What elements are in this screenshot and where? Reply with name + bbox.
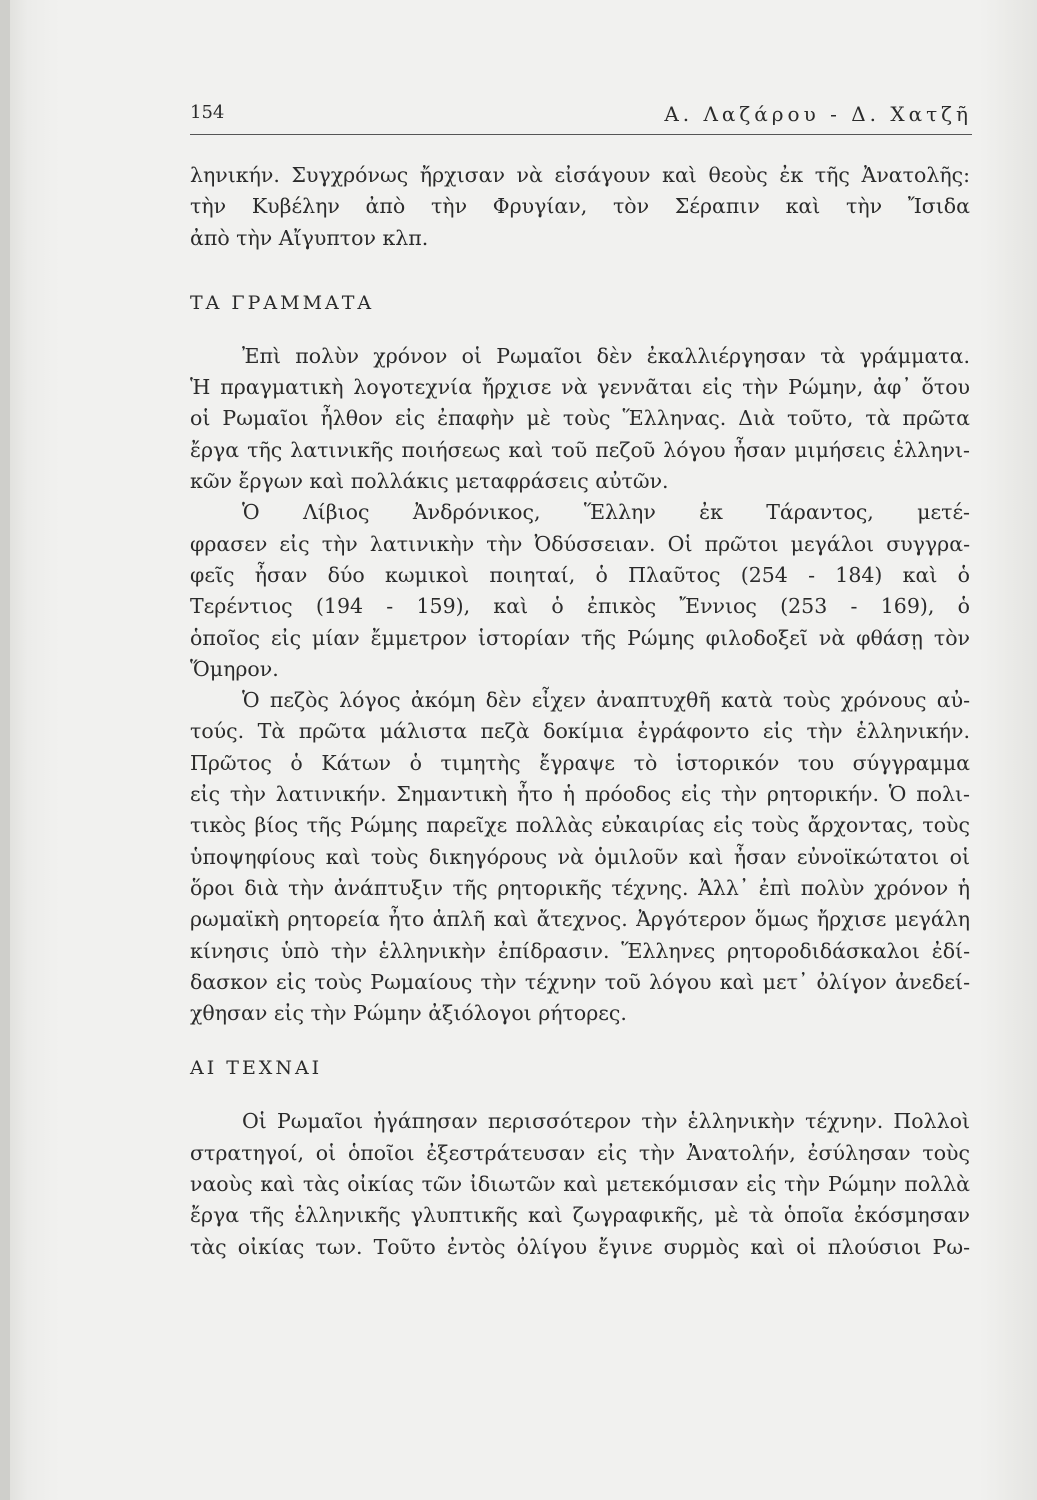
text-line: ἀπὸ τὴν Αἴγυπτον κλπ. bbox=[190, 225, 429, 250]
text-line: ἔργα τῆς λατινικῆς ποιήσεως καὶ τοῦ πεζοῦ λόγου ἦσαν μιμήσεις ἑλληνι- bbox=[190, 437, 970, 462]
text-line: στρατηγοί, οἱ ὁποῖοι ἐξεστράτευσαν εἰς τὴν Ἀνατολήν, ἐσύλησαν τοὺς bbox=[190, 1140, 970, 1165]
text-line: ὑποψηφίους καὶ τοὺς δικηγόρους νὰ ὁμιλοῦν καὶ ἦσαν εὐνοϊκώτατοι οἱ bbox=[190, 844, 970, 869]
page-number: 154 bbox=[190, 102, 225, 123]
text-line: ὅροι διὰ τὴν ἀνάπτυξιν τῆς ρητορικῆς τέχνης. Ἀλλ᾽ ἐπὶ πολὺν χρόνον ἡ bbox=[190, 875, 970, 900]
text-line: Πρῶτος ὁ Κάτων ὁ τιμητὴς ἔγραψε τὸ ἱστορικόν του σύγγραμμα bbox=[190, 750, 970, 775]
text-line: δασκον εἰς τοὺς Ρωμαίους τὴν τέχνην τοῦ λόγου καὶ μετ᾽ ὀλίγον ἀνεδεί- bbox=[190, 969, 970, 994]
section-heading-grammata: ΤΑ ΓΡΑΜΜΑΤΑ bbox=[190, 291, 375, 314]
text-line: Ὁ πεζὸς λόγος ἀκόμη δὲν εἶχεν ἀναπτυχθῆ κατὰ τοὺς χρόνους αὐ- bbox=[242, 688, 970, 713]
body-text bbox=[190, 160, 970, 1263]
text-line: Ἐπὶ πολὺν χρόνον οἱ Ρωμαῖοι δὲν ἐκαλλιέργησαν τὰ γράμματα. bbox=[242, 343, 970, 368]
text-line: οἱ Ρωμαῖοι ἦλθον εἰς ἐπαφὴν μὲ τοὺς Ἕλληνας. Διὰ τοῦτο, τὰ πρῶτα bbox=[190, 406, 970, 431]
text-line: ρωμαϊκὴ ρητορεία ἦτο ἁπλῆ καὶ ἄτεχνος. Ἀργότερον ὅμως ἤρχισε μεγάλη bbox=[190, 907, 970, 932]
text-line: τὴν Κυβέλην ἀπὸ τὴν Φρυγίαν, τὸν Σέραπιν καὶ τὴν Ἴσιδα bbox=[190, 194, 970, 219]
text-line: φεῖς ἦσαν δύο κωμικοὶ ποιηταί, ὁ Πλαῦτος (254 - 184) καὶ ὁ bbox=[190, 562, 970, 587]
text-line: Ὁ Λίβιος Ἀνδρόνικος, Ἕλλην ἐκ Τάραντος, μετέ- bbox=[242, 500, 970, 525]
text-line: κίνησις ὑπὸ τὴν ἑλληνικὴν ἐπίδρασιν. Ἕλληνες ρητοροδιδάσκαλοι ἐδί- bbox=[190, 938, 970, 963]
text-line: εἰς τὴν λατινικήν. Σημαντικὴ ἦτο ἡ πρόοδος εἰς τὴν ρητορικήν. Ὁ πολι- bbox=[190, 782, 970, 807]
text-line: τικὸς βίος τῆς Ρώμης παρεῖχε πολλὰς εὐκαιρίας εἰς τοὺς ἄρχοντας, τοὺς bbox=[190, 813, 970, 838]
running-head: Α. Λαζάρου - Δ. Χατζῆ bbox=[664, 102, 972, 126]
text-line: ναοὺς καὶ τὰς οἰκίας τῶν ἰδιωτῶν καὶ μετεκόμισαν εἰς τὴν Ρώμην πολλὰ bbox=[190, 1172, 970, 1197]
page-header bbox=[190, 100, 972, 135]
text-line: Τερέντιος (194 - 159), καὶ ὁ ἐπικὸς Ἔννιος (253 - 169), ὁ bbox=[190, 594, 970, 619]
text-line: ὁποῖος εἰς μίαν ἔμμετρον ἱστορίαν τῆς Ρώμης φιλοδοξεῖ νὰ φθάσῃ τὸν bbox=[190, 625, 970, 650]
text-line: Ὅμηρον. bbox=[190, 656, 279, 681]
text-line: Οἱ Ρωμαῖοι ἠγάπησαν περισσότερον τὴν ἑλληνικὴν τέχνην. Πολλοὶ bbox=[242, 1109, 970, 1134]
section-heading-technai: ΑΙ ΤΕΧΝΑΙ bbox=[190, 1057, 323, 1080]
text-line: Ἡ πραγματικὴ λογοτεχνία ἤρχισε νὰ γεννᾶται εἰς τὴν Ρώμην, ἀφ᾽ ὅτου bbox=[190, 375, 970, 400]
text-line: ληνικήν. Συγχρόνως ἤρχισαν νὰ εἰσάγουν καὶ θεοὺς ἐκ τῆς Ἀνατολῆς: bbox=[190, 163, 970, 187]
text-line: φρασεν εἰς τὴν λατινικὴν τὴν Ὀδύσσειαν. Οἱ πρῶτοι μεγάλοι συγγρα- bbox=[190, 531, 970, 556]
text-line: τὰς οἰκίας των. Τοῦτο ἐντὸς ὀλίγου ἔγινε συρμὸς καὶ οἱ πλούσιοι Ρω- bbox=[190, 1234, 970, 1259]
text-line: τούς. Τὰ πρῶτα μάλιστα πεζὰ δοκίμια ἐγράφοντο εἰς τὴν ἑλληνικήν. bbox=[190, 719, 970, 744]
text-line: κῶν ἔργων καὶ πολλάκις μεταφράσεις αὐτῶν. bbox=[190, 469, 669, 494]
text-line: ἔργα τῆς ἑλληνικῆς γλυπτικῆς καὶ ζωγραφικῆς, μὲ τὰ ὁποῖα ἐκόσμησαν bbox=[190, 1203, 970, 1228]
text-line: χθησαν εἰς τὴν Ρώμην ἀξιόλογοι ρήτορες. bbox=[190, 1001, 627, 1026]
